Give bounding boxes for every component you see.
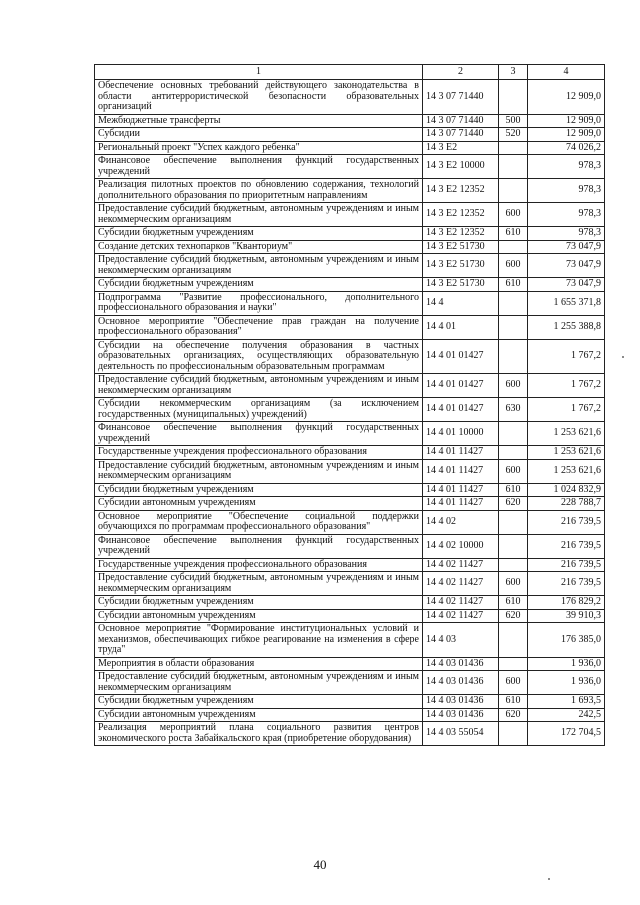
name-cell: Основное мероприятие "Обеспечение прав граждан на получение профессионального образования" xyxy=(95,315,423,339)
table-row xyxy=(95,596,605,610)
code-cell: 14 4 01 11427 xyxy=(423,497,499,511)
code-cell: 14 4 01 01427 xyxy=(423,339,499,374)
budget-table xyxy=(94,64,605,746)
table-row xyxy=(95,708,605,722)
table-row xyxy=(95,339,605,374)
table-row xyxy=(95,315,605,339)
name-cell: Субсидии на обеспечение получения образования в частных образовательных организациях, осуществляющих образовательную деятельность по профессиональным образовательным программам xyxy=(95,339,423,374)
sum-cell: 1 655 371,8 xyxy=(528,291,605,315)
sum-cell: 73 047,9 xyxy=(528,240,605,254)
vr-cell xyxy=(499,240,528,254)
vr-cell: 610 xyxy=(499,483,528,497)
sum-cell: 1 024 832,9 xyxy=(528,483,605,497)
vr-cell xyxy=(499,179,528,203)
vr-cell: 600 xyxy=(499,254,528,278)
name-cell: Подпрограмма "Развитие профессионального, дополнительного профессионального образования и науки" xyxy=(95,291,423,315)
vr-cell xyxy=(499,534,528,558)
code-cell: 14 4 02 11427 xyxy=(423,609,499,623)
sum-cell: 228 788,7 xyxy=(528,497,605,511)
code-cell: 14 3 E2 51730 xyxy=(423,254,499,278)
sum-cell: 1 693,5 xyxy=(528,695,605,709)
code-cell: 14 3 E2 10000 xyxy=(423,155,499,179)
name-cell: Предоставление субсидий бюджетным, автономным учреждениям и иным некоммерческим организациям xyxy=(95,203,423,227)
name-cell: Предоставление субсидий бюджетным, автономным учреждениям и иным некоммерческим организациям xyxy=(95,254,423,278)
name-cell: Обеспечение основных требований действующего законодательства в области антитеррористической безопасности образовательных организаций xyxy=(95,80,423,115)
vr-cell xyxy=(499,657,528,671)
vr-cell: 610 xyxy=(499,227,528,241)
sum-cell: 978,3 xyxy=(528,155,605,179)
name-cell: Субсидии бюджетным учреждениям xyxy=(95,278,423,292)
budget-table-container xyxy=(94,64,604,746)
table-row xyxy=(95,558,605,572)
code-cell: 14 3 E2 51730 xyxy=(423,240,499,254)
code-cell: 14 4 03 01436 xyxy=(423,671,499,695)
table-row xyxy=(95,141,605,155)
name-cell: Субсидии xyxy=(95,128,423,142)
code-cell: 14 4 03 01436 xyxy=(423,708,499,722)
code-cell: 14 4 02 11427 xyxy=(423,558,499,572)
vr-cell xyxy=(499,510,528,534)
table-row xyxy=(95,422,605,446)
table-row xyxy=(95,483,605,497)
table-row xyxy=(95,572,605,596)
name-cell: Основное мероприятие "Формирование институциональных условий и механизмов, обеспечивающих гибкое реагирование на изменения в сфере труда" xyxy=(95,623,423,658)
vr-cell: 620 xyxy=(499,497,528,511)
vr-cell xyxy=(499,446,528,460)
name-cell: Субсидии автономным учреждениям xyxy=(95,497,423,511)
code-cell: 14 3 E2 12352 xyxy=(423,227,499,241)
code-cell: 14 3 07 71440 xyxy=(423,114,499,128)
table-row xyxy=(95,128,605,142)
vr-cell: 600 xyxy=(499,671,528,695)
name-cell: Финансовое обеспечение выполнения функций государственных учреждений xyxy=(95,534,423,558)
vr-cell xyxy=(499,339,528,374)
code-cell: 14 4 03 01436 xyxy=(423,657,499,671)
table-row xyxy=(95,254,605,278)
vr-cell: 630 xyxy=(499,398,528,422)
vr-cell: 500 xyxy=(499,114,528,128)
code-cell: 14 4 01 11427 xyxy=(423,459,499,483)
code-cell: 14 4 02 11427 xyxy=(423,572,499,596)
code-cell: 14 4 03 55054 xyxy=(423,722,499,746)
vr-cell: 610 xyxy=(499,695,528,709)
code-cell: 14 3 07 71440 xyxy=(423,80,499,115)
sum-cell: 216 739,5 xyxy=(528,510,605,534)
table-row xyxy=(95,623,605,658)
scan-speck xyxy=(548,878,550,880)
vr-cell: 610 xyxy=(499,278,528,292)
code-cell: 14 4 02 10000 xyxy=(423,534,499,558)
vr-cell xyxy=(499,80,528,115)
name-cell: Межбюджетные трансферты xyxy=(95,114,423,128)
sum-cell: 74 026,2 xyxy=(528,141,605,155)
name-cell: Предоставление субсидий бюджетным, автономным учреждениям и иным некоммерческим организациям xyxy=(95,671,423,695)
name-cell: Финансовое обеспечение выполнения функций государственных учреждений xyxy=(95,155,423,179)
sum-cell: 1 253 621,6 xyxy=(528,459,605,483)
code-cell: 14 4 01 10000 xyxy=(423,422,499,446)
vr-cell: 600 xyxy=(499,203,528,227)
name-cell: Реализация пилотных проектов по обновлению содержания, технологий дополнительного образования по приоритетным направлениям xyxy=(95,179,423,203)
name-cell: Субсидии бюджетным учреждениям xyxy=(95,483,423,497)
name-cell: Финансовое обеспечение выполнения функций государственных учреждений xyxy=(95,422,423,446)
sum-cell: 216 739,5 xyxy=(528,572,605,596)
code-cell: 14 4 01 xyxy=(423,315,499,339)
name-cell: Основное мероприятие "Обеспечение социальной поддержки обучающихся по программам профессионального образования" xyxy=(95,510,423,534)
code-cell: 14 3 07 71440 xyxy=(423,128,499,142)
page-number: 40 xyxy=(313,857,327,872)
table-row xyxy=(95,291,605,315)
header-col-3: 3 xyxy=(499,65,528,80)
name-cell: Субсидии автономным учреждениям xyxy=(95,708,423,722)
vr-cell xyxy=(499,141,528,155)
code-cell: 14 3 E2 51730 xyxy=(423,278,499,292)
sum-cell: 1 253 621,6 xyxy=(528,446,605,460)
table-row xyxy=(95,534,605,558)
name-cell: Предоставление субсидий бюджетным, автономным учреждениям и иным некоммерческим организациям xyxy=(95,572,423,596)
name-cell: Субсидии автономным учреждениям xyxy=(95,609,423,623)
name-cell: Создание детских технопарков "Кванториум" xyxy=(95,240,423,254)
sum-cell: 216 739,5 xyxy=(528,558,605,572)
vr-cell: 620 xyxy=(499,609,528,623)
vr-cell: 620 xyxy=(499,708,528,722)
sum-cell: 12 909,0 xyxy=(528,80,605,115)
code-cell: 14 3 E2 12352 xyxy=(423,179,499,203)
table-row xyxy=(95,398,605,422)
sum-cell: 39 910,3 xyxy=(528,609,605,623)
vr-cell: 610 xyxy=(499,596,528,610)
sum-cell: 1 936,0 xyxy=(528,657,605,671)
sum-cell: 242,5 xyxy=(528,708,605,722)
vr-cell: 520 xyxy=(499,128,528,142)
name-cell: Региональный проект "Успех каждого ребенка" xyxy=(95,141,423,155)
code-cell: 14 4 03 xyxy=(423,623,499,658)
sum-cell: 1 936,0 xyxy=(528,671,605,695)
vr-cell: 600 xyxy=(499,572,528,596)
name-cell: Субсидии некоммерческим организациям (за исключением государственных (муниципальных) учреждений) xyxy=(95,398,423,422)
table-row xyxy=(95,671,605,695)
table-row xyxy=(95,722,605,746)
sum-cell: 73 047,9 xyxy=(528,254,605,278)
sum-cell: 1 255 388,8 xyxy=(528,315,605,339)
vr-cell: 600 xyxy=(499,374,528,398)
name-cell: Государственные учреждения профессионального образования xyxy=(95,558,423,572)
table-row xyxy=(95,240,605,254)
table-row xyxy=(95,179,605,203)
vr-cell xyxy=(499,623,528,658)
sum-cell: 176 829,2 xyxy=(528,596,605,610)
vr-cell xyxy=(499,722,528,746)
vr-cell xyxy=(499,422,528,446)
sum-cell: 1 767,2 xyxy=(528,374,605,398)
header-row xyxy=(95,65,605,80)
table-row xyxy=(95,695,605,709)
name-cell: Мероприятия в области образования xyxy=(95,657,423,671)
code-cell: 14 3 E2 12352 xyxy=(423,203,499,227)
table-row xyxy=(95,80,605,115)
name-cell: Реализация мероприятий плана социального развития центров экономического роста Забайкальского края (приобретение оборудования) xyxy=(95,722,423,746)
code-cell: 14 4 01 11427 xyxy=(423,446,499,460)
table-row xyxy=(95,374,605,398)
code-cell: 14 3 E2 xyxy=(423,141,499,155)
code-cell: 14 4 01 11427 xyxy=(423,483,499,497)
sum-cell: 172 704,5 xyxy=(528,722,605,746)
table-row xyxy=(95,609,605,623)
code-cell: 14 4 03 01436 xyxy=(423,695,499,709)
vr-cell xyxy=(499,155,528,179)
name-cell: Субсидии бюджетным учреждениям xyxy=(95,695,423,709)
table-row xyxy=(95,497,605,511)
code-cell: 14 4 01 01427 xyxy=(423,374,499,398)
name-cell: Субсидии бюджетным учреждениям xyxy=(95,596,423,610)
code-cell: 14 4 02 11427 xyxy=(423,596,499,610)
sum-cell: 176 385,0 xyxy=(528,623,605,658)
code-cell: 14 4 xyxy=(423,291,499,315)
sum-cell: 1 767,2 xyxy=(528,339,605,374)
sum-cell: 12 909,0 xyxy=(528,114,605,128)
sum-cell: 978,3 xyxy=(528,203,605,227)
vr-cell: 600 xyxy=(499,459,528,483)
sum-cell: 1 767,2 xyxy=(528,398,605,422)
vr-cell xyxy=(499,291,528,315)
sum-cell: 73 047,9 xyxy=(528,278,605,292)
name-cell: Предоставление субсидий бюджетным, автономным учреждениям и иным некоммерческим организациям xyxy=(95,374,423,398)
name-cell: Субсидии бюджетным учреждениям xyxy=(95,227,423,241)
scan-speck xyxy=(622,356,624,358)
table-row xyxy=(95,657,605,671)
header-col-1: 1 xyxy=(95,65,423,80)
table-row xyxy=(95,278,605,292)
header-col-2: 2 xyxy=(423,65,499,80)
table-row xyxy=(95,446,605,460)
vr-cell xyxy=(499,315,528,339)
name-cell: Государственные учреждения профессионального образования xyxy=(95,446,423,460)
header-col-4: 4 xyxy=(528,65,605,80)
name-cell: Предоставление субсидий бюджетным, автономным учреждениям и иным некоммерческим организациям xyxy=(95,459,423,483)
sum-cell: 978,3 xyxy=(528,227,605,241)
table-row xyxy=(95,203,605,227)
sum-cell: 12 909,0 xyxy=(528,128,605,142)
table-row xyxy=(95,114,605,128)
sum-cell: 978,3 xyxy=(528,179,605,203)
table-body xyxy=(95,80,605,746)
sum-cell: 216 739,5 xyxy=(528,534,605,558)
table-row xyxy=(95,510,605,534)
vr-cell xyxy=(499,558,528,572)
table-row xyxy=(95,155,605,179)
table-row xyxy=(95,227,605,241)
table-row xyxy=(95,459,605,483)
code-cell: 14 4 02 xyxy=(423,510,499,534)
sum-cell: 1 253 621,6 xyxy=(528,422,605,446)
code-cell: 14 4 01 01427 xyxy=(423,398,499,422)
